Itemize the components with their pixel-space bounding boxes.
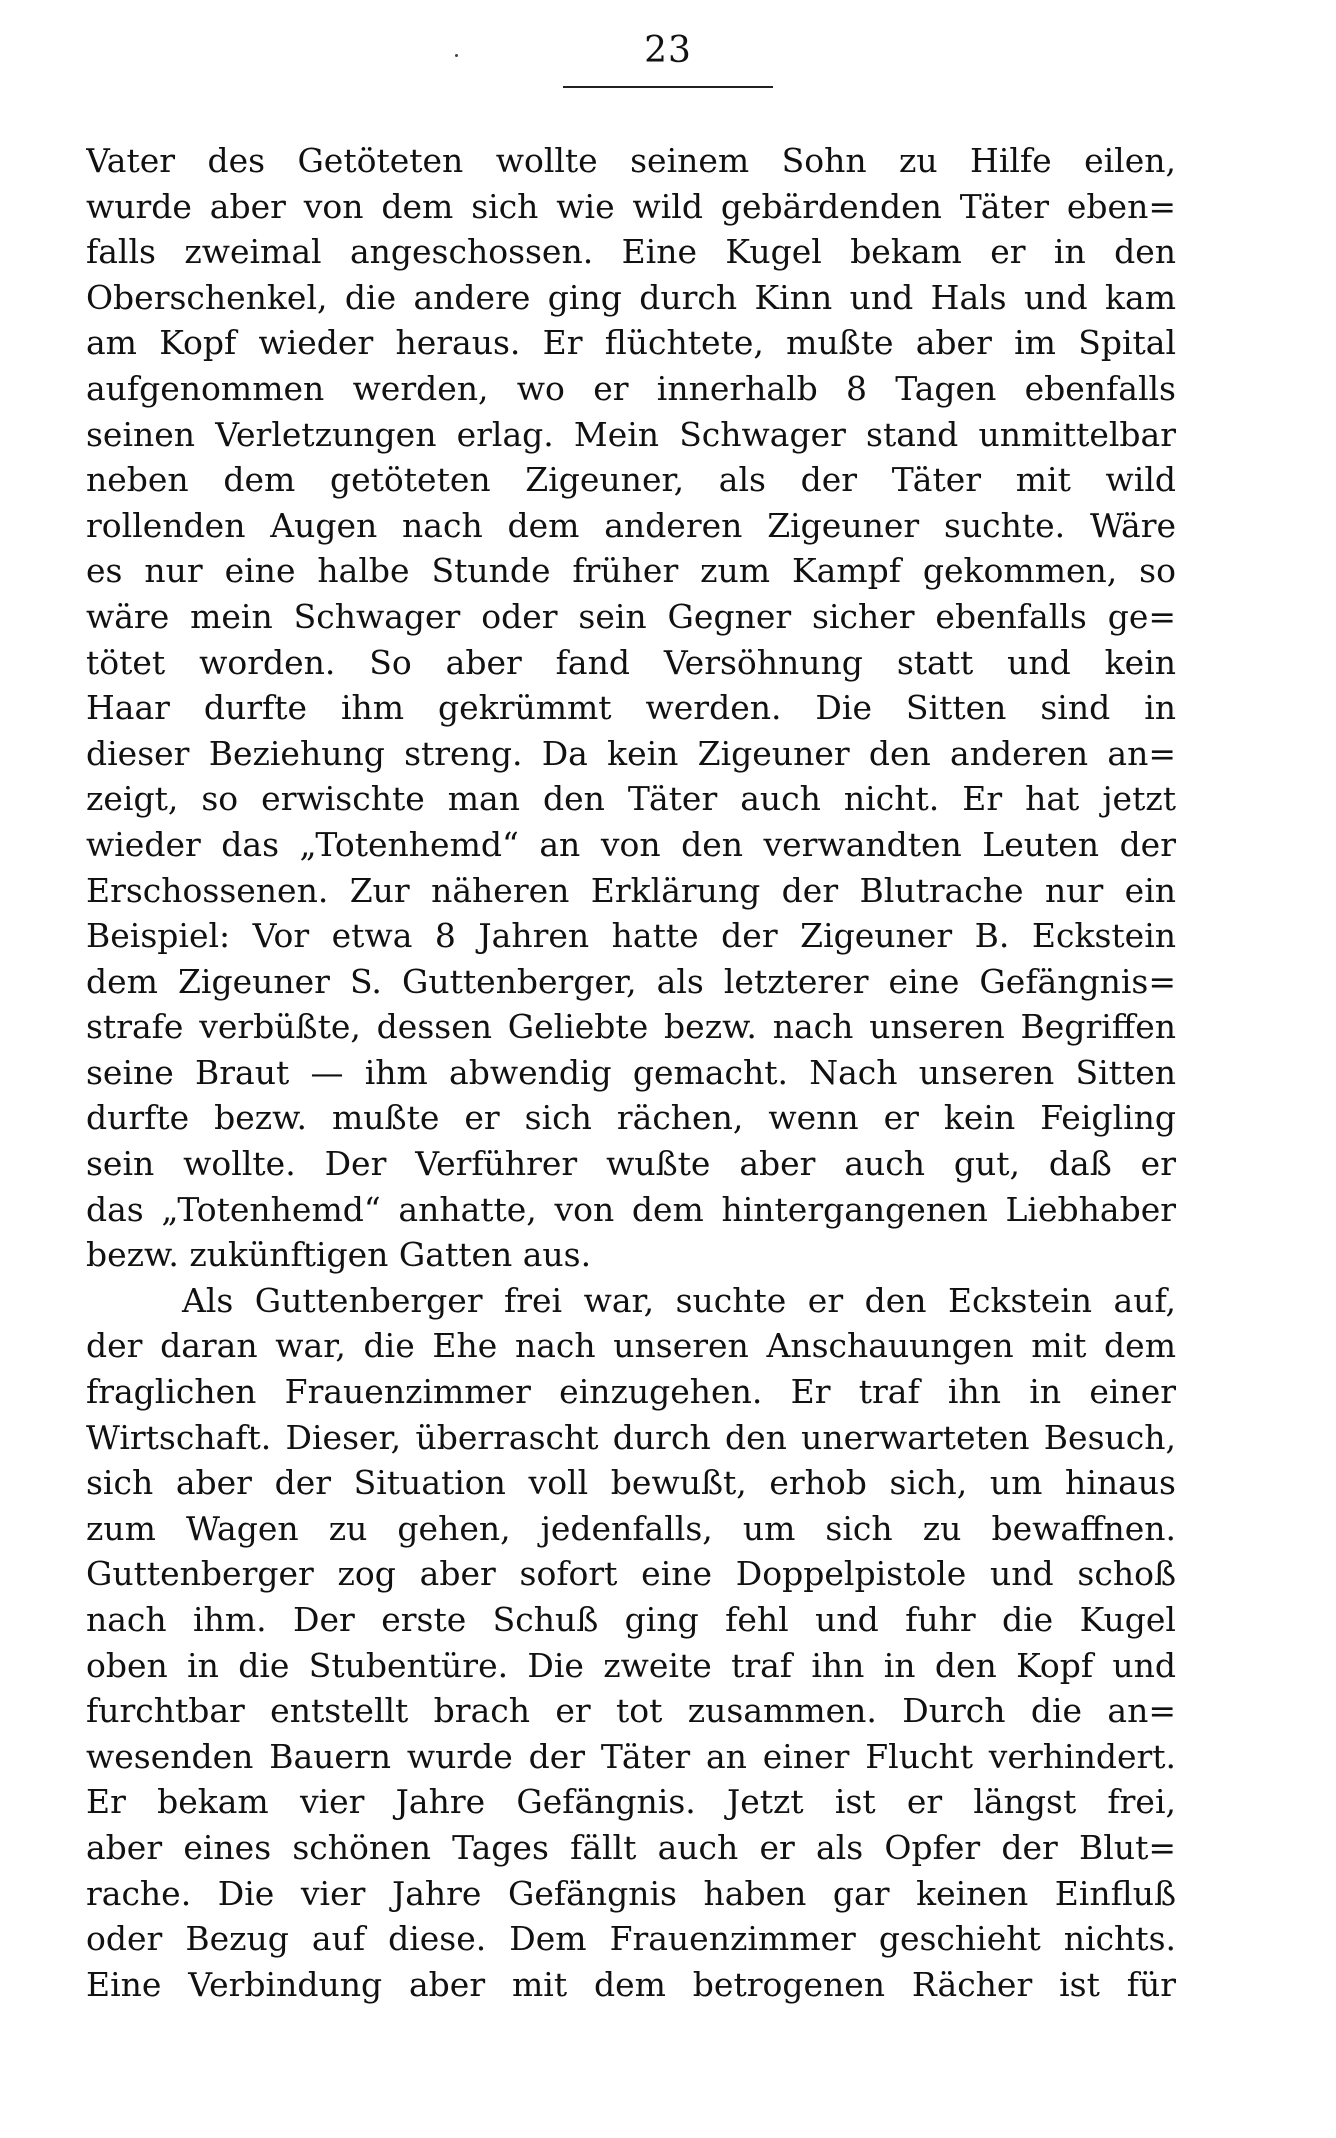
text-line: der daran war, die Ehe nach unseren Anschauungen mit dem — [86, 1326, 1176, 1366]
text-line: es nur eine halbe Stunde früher zum Kampf gekommen, so — [86, 551, 1176, 591]
text-line: wäre mein Schwager oder sein Gegner sicher ebenfalls ge= — [86, 596, 1176, 636]
text-line: Vater des Getöteten wollte seinem Sohn zu Hilfe eilen, — [86, 141, 1176, 180]
text-line: dem Zigeuner S. Guttenberger, als letzterer eine Gefängnis= — [86, 961, 1176, 1001]
page-header — [0, 30, 1336, 88]
body-text — [86, 138, 1176, 2007]
text-line: zeigt, so erwischte man den Täter auch nicht. Er hat jetzt — [86, 779, 1176, 819]
header-dot-mark — [455, 54, 458, 57]
text-line: oder Bezug auf diese. Dem Frauenzimmer geschieht nichts. — [86, 1919, 1176, 1959]
text-line: Guttenberger zog aber sofort eine Doppelpistole und schoß — [86, 1554, 1176, 1594]
text-line: sein wollte. Der Verführer wußte aber auch gut, daß er — [86, 1144, 1176, 1184]
text-line: nach ihm. Der erste Schuß ging fehl und fuhr die Kugel — [86, 1600, 1176, 1639]
text-line: neben dem getöteten Zigeuner, als der Täter mit wild — [86, 460, 1176, 500]
text-line: Erschossenen. Zur näheren Erklärung der Blutrache nur ein — [86, 870, 1176, 910]
text-line: Er bekam vier Jahre Gefängnis. Jetzt ist er längst frei, — [86, 1782, 1176, 1822]
text-line: tötet worden. So aber fand Versöhnung statt und kein — [86, 642, 1176, 682]
page-number: 23 — [644, 30, 692, 71]
text-line-paragraph-start: Als Guttenberger frei war, suchte er den Eckstein auf, — [182, 1280, 1176, 1320]
text-line: strafe verbüßte, dessen Geliebte bezw. nach unseren Begriffen — [86, 1007, 1176, 1047]
text-line: wieder das „Totenhemd“ an von den verwandten Leuten der — [86, 824, 1176, 864]
text-line: Wirtschaft. Dieser, überrascht durch den unerwarteten Besuch, — [86, 1417, 1176, 1457]
text-line: seine Braut — ihm abwendig gemacht. Nach unseren Sitten — [86, 1052, 1176, 1092]
text-line: durfte bezw. mußte er sich rächen, wenn er kein Feigling — [86, 1098, 1176, 1138]
text-line: seinen Verletzungen erlag. Mein Schwager stand unmittelbar — [86, 414, 1176, 454]
text-line: furchtbar entstellt brach er tot zusammen. Durch die an= — [86, 1691, 1176, 1731]
text-line: aufgenommen werden, wo er innerhalb 8 Tagen ebenfalls — [86, 368, 1176, 408]
text-line: Beispiel: Vor etwa 8 Jahren hatte der Zigeuner B. Eckstein — [86, 916, 1176, 956]
text-line: Eine Verbindung aber mit dem betrogenen Rächer ist für — [86, 1964, 1176, 2004]
header-rule — [563, 86, 773, 88]
text-line-paragraph-end: bezw. zukünftigen Gatten aus. — [86, 1235, 592, 1275]
text-line: fraglichen Frauenzimmer einzugehen. Er traf ihn in einer — [86, 1372, 1176, 1412]
text-line: rache. Die vier Jahre Gefängnis haben gar keinen Einfluß — [86, 1873, 1176, 1913]
text-line: rollenden Augen nach dem anderen Zigeuner suchte. Wäre — [86, 505, 1176, 545]
text-line: zum Wagen zu gehen, jedenfalls, um sich zu bewaffnen. — [86, 1508, 1176, 1548]
text-line: Haar durfte ihm gekrümmt werden. Die Sitten sind in — [86, 688, 1176, 728]
text-line: wurde aber von dem sich wie wild gebärdenden Täter eben= — [86, 186, 1176, 226]
text-line: Oberschenkel, die andere ging durch Kinn und Hals und kam — [86, 277, 1176, 317]
text-line: das „Totenhemd“ anhatte, von dem hintergangenen Liebhaber — [86, 1189, 1176, 1229]
text-line: am Kopf wieder heraus. Er flüchtete, mußte aber im Spital — [86, 323, 1176, 363]
text-line: wesenden Bauern wurde der Täter an einer Flucht verhindert. — [86, 1736, 1176, 1776]
text-line: aber eines schönen Tages fällt auch er als Opfer der Blut= — [86, 1827, 1176, 1867]
text-line: sich aber der Situation voll bewußt, erhob sich, um hinaus — [86, 1463, 1176, 1503]
text-line: falls zweimal angeschossen. Eine Kugel bekam er in den — [86, 232, 1176, 272]
text-line: dieser Beziehung streng. Da kein Zigeuner den anderen an= — [86, 733, 1176, 773]
text-line: oben in die Stubentüre. Die zweite traf ihn in den Kopf und — [86, 1645, 1176, 1685]
